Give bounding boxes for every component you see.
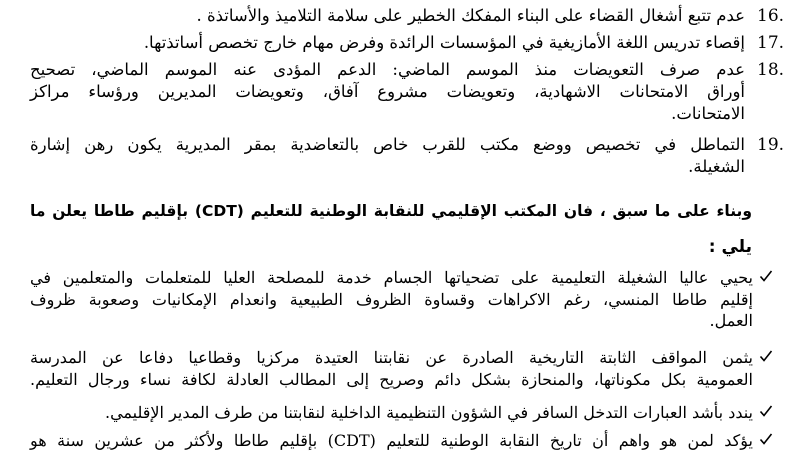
item-number: 18. (757, 60, 785, 80)
item-text-line: التماطل في تخصيص ووضع مكتب للقرب خاص بالتعاضدية بمقر المديرية يكون رهن إشارة (30, 135, 745, 154)
bullet-text-line: يندد بأشد العبارات التدخل السافر في الشؤون التنظيمية الداخلية لنقابتنا من طرف المدير الإقليمي. (104, 403, 753, 422)
item-text-line: الشغيلة. (688, 157, 745, 176)
item-text-line: أوراق الامتحانات الاشهادية، وتعويضات مشروع آفاق، وتعويضات المديرين ورؤساء مراكز (30, 82, 745, 101)
item-text: عدم تتبع أشغال القضاء على البناء المفكك الخطير على سلامة التلاميذ والأساتذة . (196, 6, 745, 25)
list-item-17 (30, 32, 785, 54)
bullet-item (30, 402, 753, 424)
bullet-text-line: العمومية بكل مكوناتها، والمنحازة بشكل دائم وصريح إلى المطالب العادلة لكافة نساء ورجال التعليم. (30, 369, 753, 389)
item-text-line: عدم صرف التعويضات منذ الموسم الماضي: الدعم المؤدى عنه الموسم الماضي، تصحيح (30, 60, 745, 79)
checkmark-icon (759, 269, 773, 283)
bullet-text-line: العمل. (709, 311, 753, 330)
declaration-heading (30, 193, 752, 265)
bullet-item (30, 347, 753, 390)
bullet-item (30, 267, 753, 332)
list-item-16 (30, 5, 785, 27)
checkmark-icon (759, 349, 773, 363)
item-number: 19. (757, 135, 785, 155)
list-item-18 (30, 59, 785, 125)
item-text-line: الامتحانات. (671, 104, 745, 123)
bullet-item (30, 430, 753, 452)
checkmark-icon (759, 404, 773, 418)
item-text: إقصاء تدريس اللغة الأمازيغية في المؤسسات الرائدة وفرض مهام خارج تخصص أساتذتها. (143, 33, 745, 52)
item-number: 16. (757, 6, 785, 26)
declaration-line: وبناء على ما سبق ، فان المكتب الإقليمي للنقابة الوطنية للتعليم (CDT) بإقليم طاطا يعلن ما (30, 202, 752, 220)
bullet-text-line: إقليم طاطا المنسي، رغم الاكراهات وقساوة الظروف الطبيعية وانعدام الإمكانيات وصعوبة ظروف (30, 289, 753, 309)
checkmark-icon (759, 432, 773, 446)
list-item-19 (30, 134, 785, 178)
bullet-text-line: يحيي عاليا الشغيلة التعليمية على تضحياتها الجسام خدمة للمصلحة العليا للمتعلمات والمتعلمين في (30, 268, 753, 287)
item-number: 17. (757, 33, 785, 53)
declaration-line: يلي : (708, 237, 752, 257)
bullet-text-line: يؤكد لمن هو واهم أن تاريخ النقابة الوطنية للتعليم (CDT) بإقليم طاطا ولأكثر من عشرين سنة هو (30, 431, 754, 450)
bullet-text-line: يثمن المواقف الثابتة التاريخية الصادرة عن نقابتنا العتيدة مركزيا وقطاعيا دفاعا عن المدرسة (30, 348, 753, 367)
